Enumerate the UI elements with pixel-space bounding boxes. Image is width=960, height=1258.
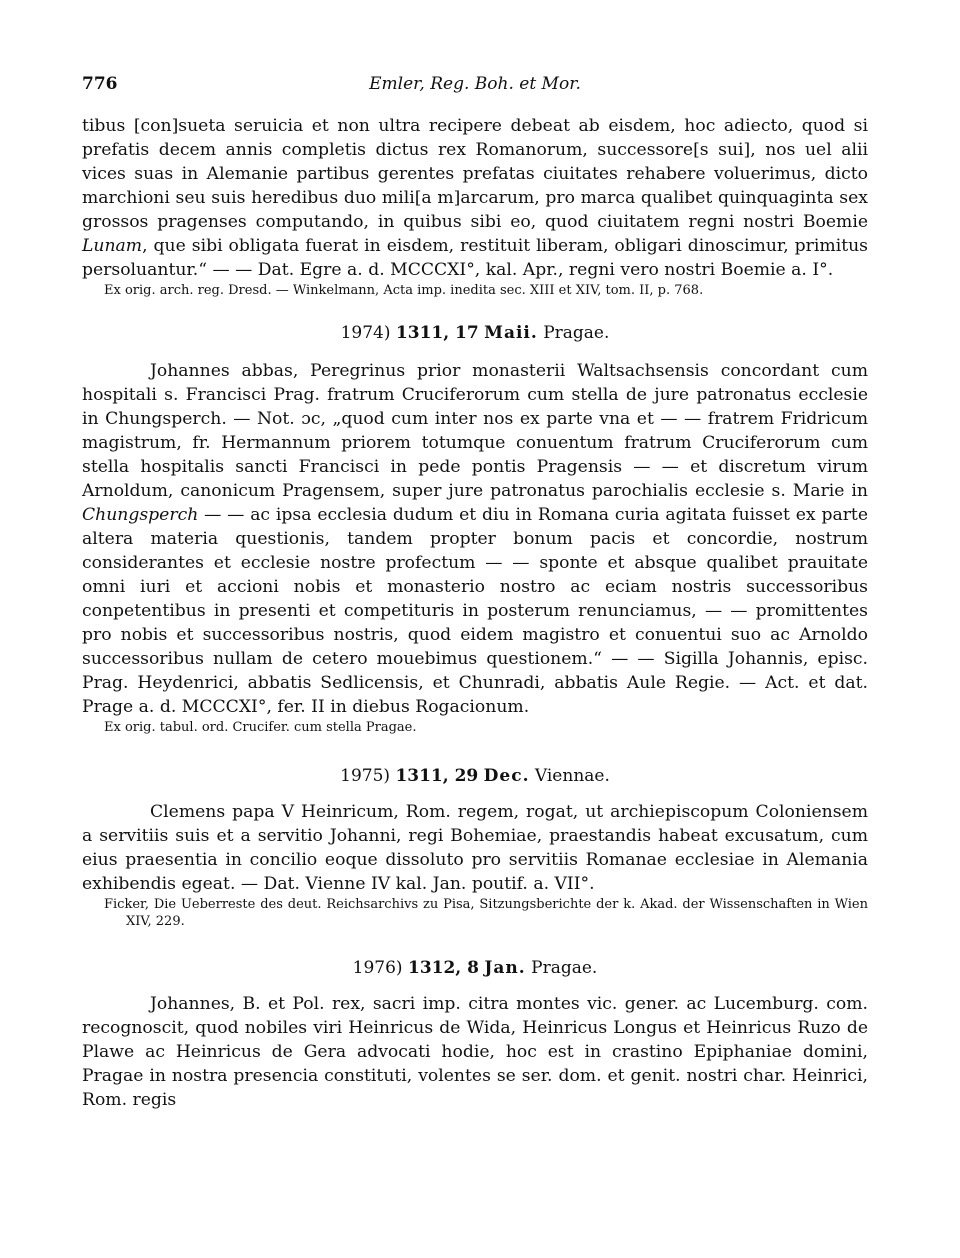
running-title: Emler, Reg. Boh. et Mor.	[369, 74, 581, 94]
text-segment: , que sibi obligata fuerat in eisdem, restituit liberam, obligari dinoscimur, primitus persoluantur.“ — — Dat. Egre a. d. MCCCXI°, kal. Apr., regni vero nostri Boemie a. I°.	[82, 236, 868, 280]
italic-segment: Lunam	[82, 236, 143, 256]
page-number: 776	[82, 74, 118, 94]
text-segment: tibus [con]sueta seruicia et non ultra recipere debeat ab eisdem, hoc adiecto, quod si prefatis decem annis completis dictus rex Romanorum, successore[s sui], nos uel alii vices suas in Alemanie partibus gerentes prefatas ciuitates rehabere voluerimus, dicto marchioni seu suis heredibus duo mili[a m]arcarum, pro marca qualibet quinquaginta sex grossos pragenses computando, in quibus sibi eo, quod ciuitatem regni nostri Boemie	[82, 116, 868, 232]
source-note: Ex orig. tabul. ord. Crucifer. cum stella Pragae.	[104, 720, 417, 735]
entry-date: 1312, 8	[407, 958, 479, 978]
entry-number: 1974)	[340, 323, 391, 343]
entry-place: Viennae.	[534, 766, 610, 786]
body-text	[82, 114, 868, 1112]
entry-heading-1974	[82, 321, 868, 345]
running-head	[82, 74, 868, 98]
entry-place: Pragae.	[531, 958, 598, 978]
text-segment: — — ac ipsa ecclesia dudum et diu in Romana curia agitata fuisset ex parte altera materia questionis, tandem propter bonum pacis et concordie, nostrum considerantes et ecclesie nostre profectum — — sponte et absque qualibet prauitate omni iuri et accioni nobis et monasterio nostro ac eciam nostris successoribus conpetentibus in presenti et competituris in posterum renunciamus, — — promittentes pro nobis et successoribus nostris, quod eidem magistro et conuentui suo ac Arnoldo successoribus nullam de cetero mouebimus questionem.“ — — Sigilla Johannis, episc. Prag. Heydenrici, abbatis Sedlicensis, et Chunradi, abbatis Aule Regie. — Act. et dat. Prage a. d. MCCCXI°, fer. II in diebus Rogacionum.	[82, 505, 868, 717]
italic-segment: Chungsperch	[82, 505, 199, 525]
entry-number: 1976)	[352, 958, 403, 978]
continuation-paragraph	[82, 114, 868, 282]
entry-month: Jan.	[484, 958, 526, 978]
source-note: Ex orig. arch. reg. Dresd. — Winkelmann, Acta imp. inedita sec. XIII et XIV, tom. II, p. 768.	[104, 283, 704, 298]
text-segment: Johannes abbas, Peregrinus prior monasterii Waltsachsensis concordant cum hospitali s. Francisci Prag. fratrum Cruciferorum cum stella de jure patronatus ecclesie in Chungsperch. — Not. ɔc, „quod cum inter nos ex parte vna et — — fratrem Fridricum magistrum, fr. Hermannum priorem totumque conuentum fratrum Cruciferorum cum stella hospitalis sancti Francisci in pede pontis Pragensis — — et discretum virum Arnoldum, canonicum Pragensem, super jure patronatus parochialis ecclesie s. Marie in	[82, 361, 868, 501]
entry-place: Pragae.	[543, 323, 610, 343]
entry-month: Dec.	[483, 766, 530, 786]
entry-date: 1311, 29	[395, 766, 479, 786]
entry-heading-1975	[82, 764, 868, 788]
entry-date: 1311, 17	[395, 323, 479, 343]
entry-month: Maii.	[484, 323, 538, 343]
entry-number: 1975)	[340, 766, 391, 786]
entry-text-1974	[82, 359, 868, 719]
entry-text-1975: Clemens papa V Heinricum, Rom. regem, rogat, ut archiepiscopum Coloniensem a servitiis suis et a servitio Johanni, regi Bohemiae, praestandis habeat excusatum, cum eius praesentia in concilio eoque dissoluto pro servitiis Romanae ecclesiae in Alemania exhibendis egeat. — Dat. Vienne IV kal. Jan. poutif. a. VII°.	[82, 802, 868, 894]
entry-text-1976: Johannes, B. et Pol. rex, sacri imp. citra montes vic. gener. ac Lucemburg. com. recognoscit, quod nobiles viri Heinricus de Wida, Heinricus Longus et Heinricus Ruzo de Plawe ac Heinricus de Gera advocati hodie, hoc est in crastino Epiphaniae domini, Pragae in nostra presencia constituti, volentes se ser. dom. et genit. nostri char. Heinrici, Rom. regis	[82, 994, 868, 1110]
source-note: Ficker, Die Ueberreste des deut. Reichsarchivs zu Pisa, Sitzungsberichte der k. Akad. der Wissenschaften in Wien XIV, 229.	[104, 897, 868, 929]
entry-heading-1976	[82, 956, 868, 980]
